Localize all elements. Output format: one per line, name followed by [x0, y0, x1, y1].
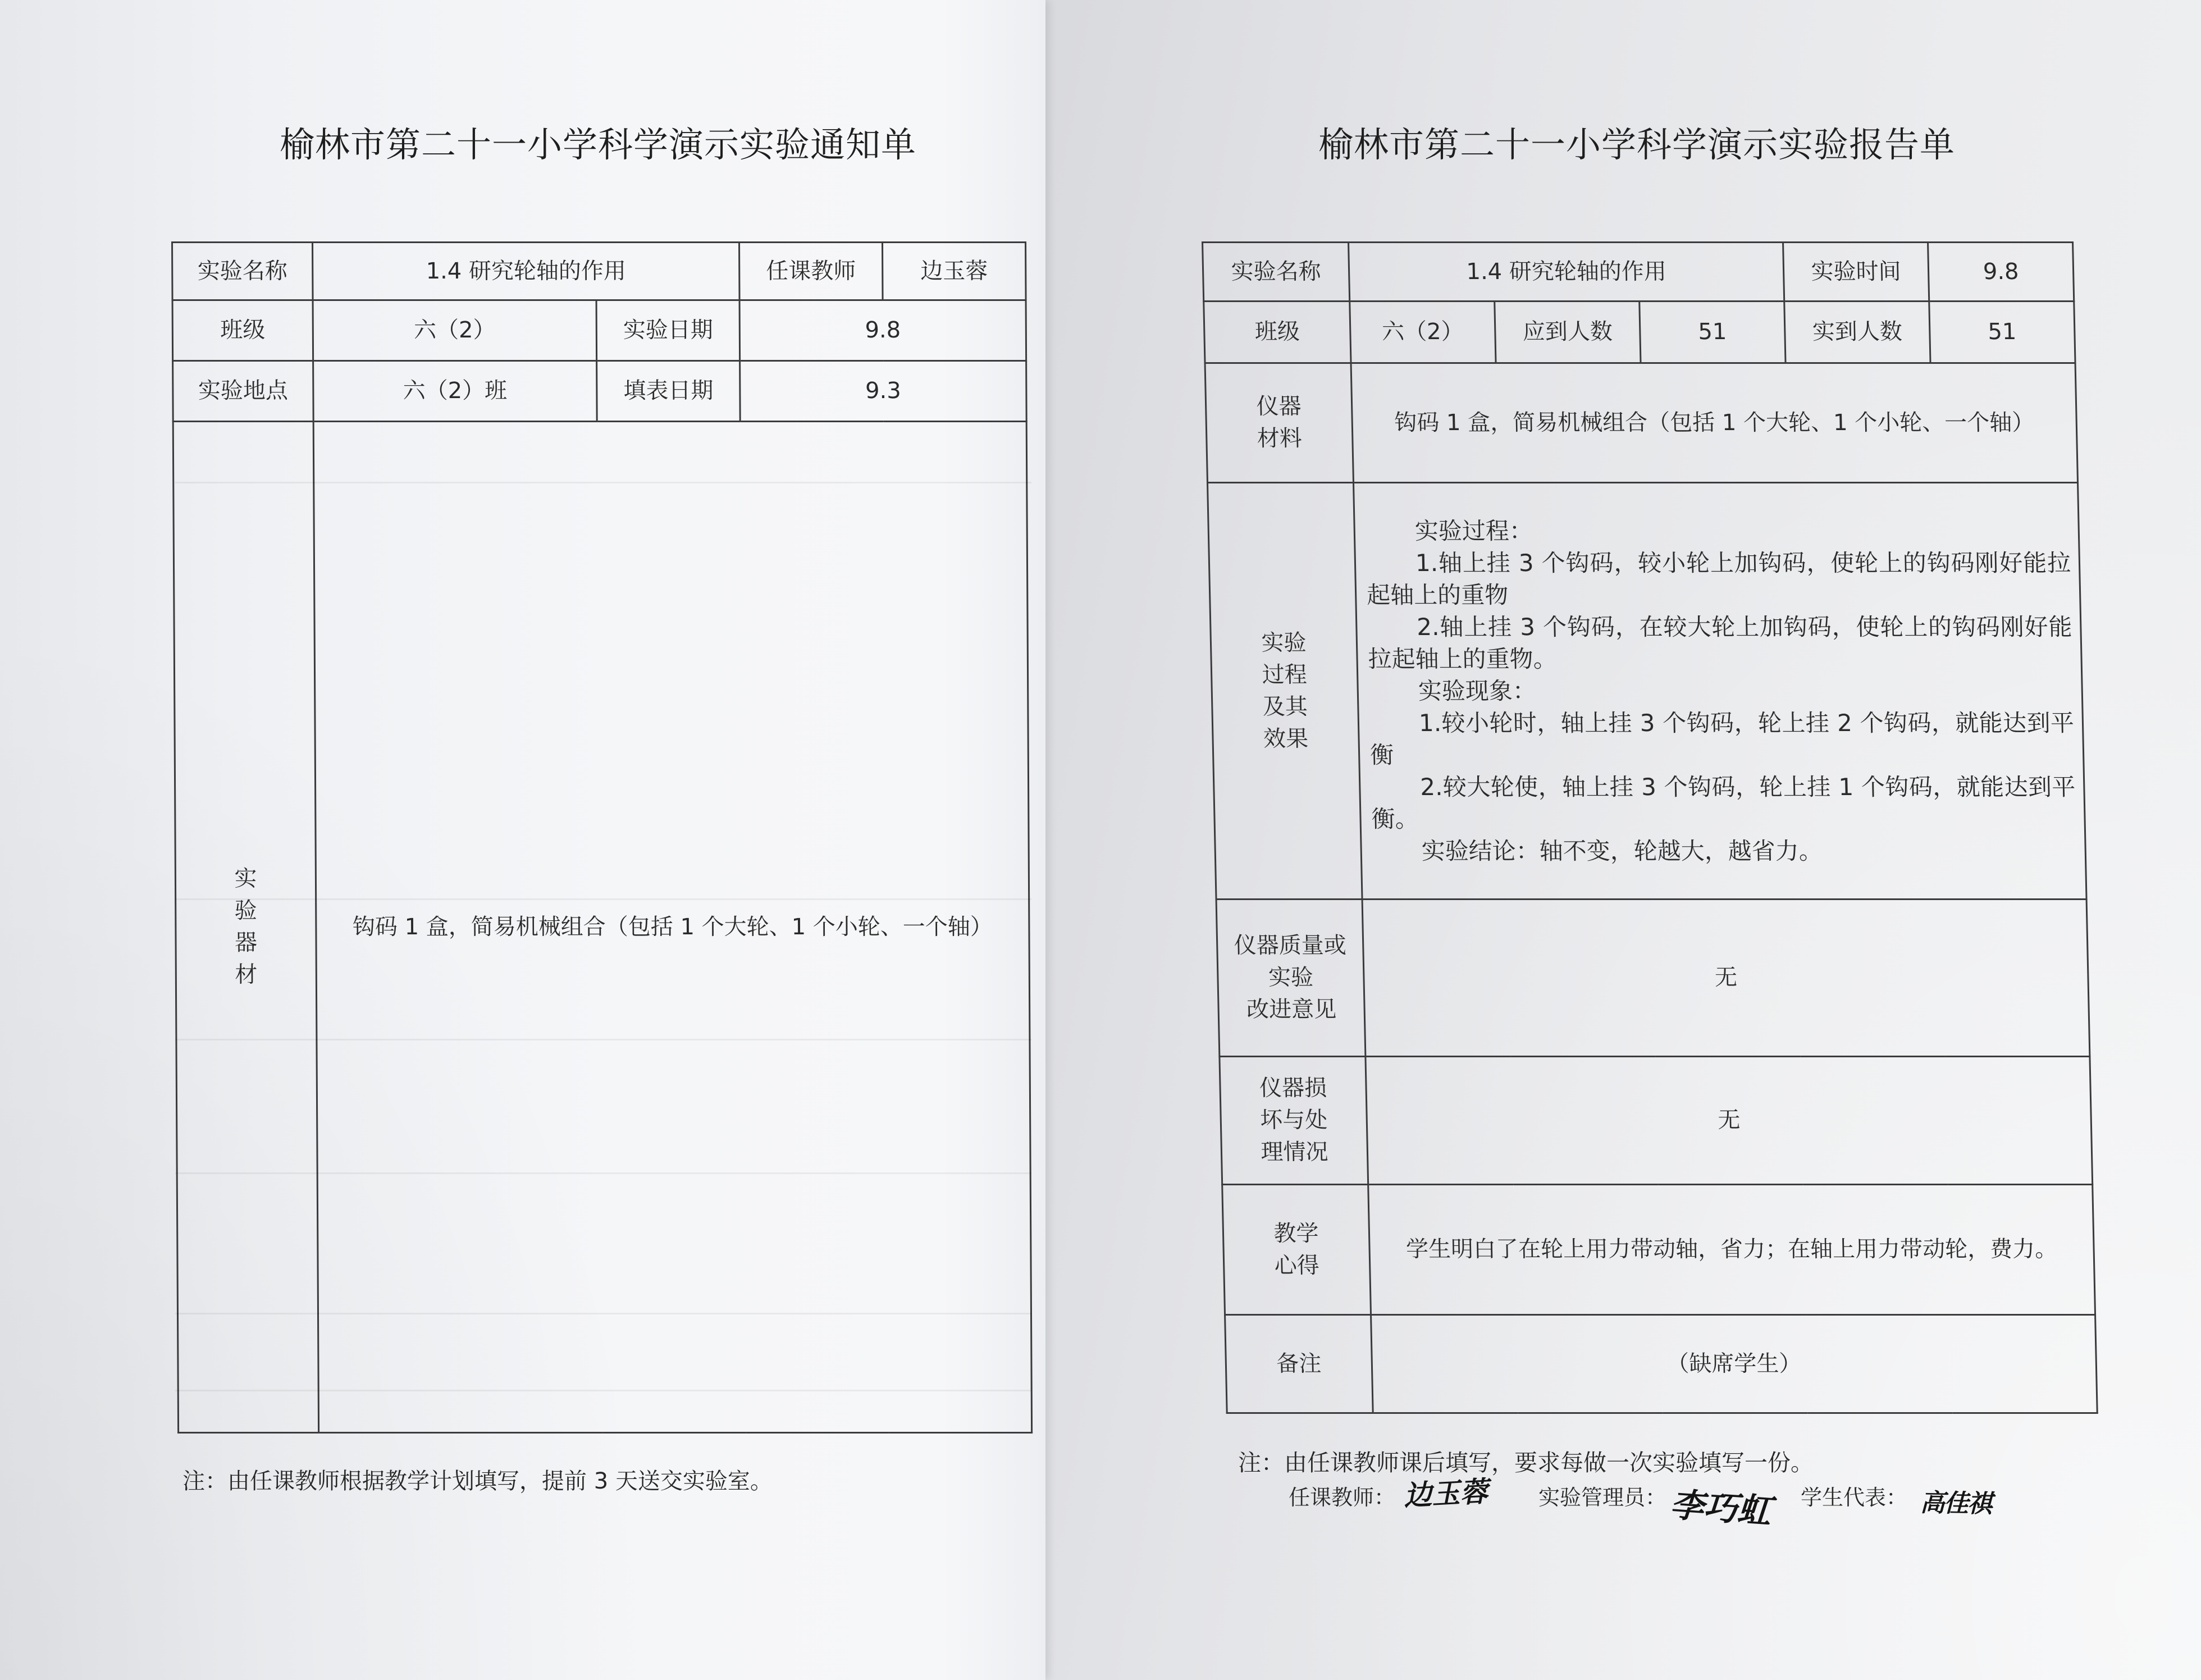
experiment-date-value: 9.8	[739, 300, 1026, 361]
admin-signature: 李巧虹	[1669, 1485, 1773, 1532]
materials-label: 仪器 材料	[1205, 363, 1353, 483]
conclusion: 实验结论：轴不变，轮越大，越省力。	[1421, 837, 1823, 865]
equipment-value: 钩码 1 盒，简易机械组合（包括 1 个大轮、1 个小轮、一个轴）	[313, 422, 1031, 1433]
fill-date-value: 9.3	[740, 361, 1027, 422]
bleed-through-line	[175, 1313, 1031, 1314]
experiment-time-value: 9.8	[1928, 243, 2074, 302]
expected-count-label: 应到人数	[1495, 302, 1641, 363]
reflection-value: 学生明白了在轮上用力带动轴，省力；在轴上用力带动轮，费力。	[1368, 1185, 2095, 1315]
reflection-label: 教学 心得	[1222, 1185, 1371, 1315]
bleed-through-line	[175, 1390, 1031, 1391]
class-label: 班级	[172, 300, 313, 361]
process-cell	[1353, 483, 2086, 900]
actual-count-value: 51	[1929, 302, 2075, 363]
teacher-signature-label: 任课教师：	[1289, 1485, 1396, 1510]
notice-row-location	[173, 361, 1027, 422]
notice-sheet	[0, 0, 1045, 1680]
experiment-name-value: 1.4 研究轮轴的作用	[313, 243, 740, 300]
report-footnote: 注：由任课教师课后填写，要求每做一次实验填写一份。	[1238, 1449, 1814, 1476]
quality-label: 仪器质量或 实验 改进意见	[1216, 900, 1366, 1057]
quality-value: 无	[1362, 900, 2090, 1057]
report-row-reflection	[1222, 1185, 2095, 1315]
location-value: 六（2）班	[313, 361, 597, 422]
process-step: 2.轴上挂 3 个钩码，在较大轮上加钩码，使轮上的钩码刚好能拉起轴上的重物。	[1368, 613, 2072, 673]
phenomenon-heading: 实验现象：	[1418, 677, 1537, 705]
experiment-date-label: 实验日期	[596, 300, 740, 361]
remarks-label: 备注	[1225, 1315, 1373, 1413]
process-text	[1355, 515, 2085, 867]
process-heading: 实验过程：	[1414, 517, 1533, 545]
notice-row-equipment	[173, 422, 1031, 1433]
teacher-signature: 边玉蓉	[1403, 1474, 1489, 1512]
location-label: 实验地点	[173, 361, 314, 422]
actual-count-label: 实到人数	[1784, 302, 1930, 363]
report-row-materials	[1205, 363, 2077, 483]
fill-date-label: 填表日期	[597, 361, 741, 422]
notice-row-class	[172, 300, 1026, 361]
equipment-label: 实验器材	[234, 866, 258, 988]
damage-label: 仪器损 坏与处 理情况	[1220, 1057, 1368, 1185]
process-label: 实验 过程 及其 效果	[1207, 483, 1362, 900]
report-row-remarks	[1225, 1315, 2098, 1413]
experiment-time-label: 实验时间	[1783, 243, 1929, 302]
materials-value: 钩码 1 盒，简易机械组合（包括 1 个大轮、1 个小轮、一个轴）	[1351, 363, 2077, 483]
experiment-name-label: 实验名称	[172, 243, 313, 300]
teacher-value: 边玉蓉	[883, 243, 1026, 300]
class-value: 六（2）	[313, 300, 597, 361]
remarks-value: （缺席学生）	[1371, 1315, 2098, 1413]
report-experiment-name-value: 1.4 研究轮轴的作用	[1349, 243, 1784, 302]
phenomenon-item: 1.较小轮时，轴上挂 3 个钩码，轮上挂 2 个钩码，就能达到平衡	[1369, 709, 2075, 769]
report-sheet	[1028, 0, 2201, 1680]
report-title: 榆林市第二十一小学科学演示实验报告单	[1318, 124, 1955, 165]
student-signature: 高佳祺	[1920, 1489, 1992, 1519]
damage-value: 无	[1366, 1057, 2093, 1185]
bleed-through-line	[175, 482, 1031, 483]
notice-footnote: 注：由任课教师根据教学计划填写，提前 3 天送交实验室。	[182, 1468, 773, 1494]
bleed-through-line	[175, 898, 1031, 900]
student-signature-label: 学生代表：	[1801, 1485, 1908, 1510]
report-row-process	[1207, 483, 2086, 900]
admin-signature-label: 实验管理员：	[1538, 1485, 1667, 1510]
report-class-value: 六（2）	[1350, 302, 1496, 363]
notice-form-table	[171, 241, 1033, 1434]
report-form-table	[1202, 241, 2098, 1414]
notice-title: 榆林市第二十一小学科学演示实验通知单	[279, 124, 916, 165]
teacher-label: 任课教师	[739, 243, 883, 300]
report-row-quality	[1216, 900, 2090, 1057]
bleed-through-line	[175, 1172, 1031, 1174]
report-class-label: 班级	[1204, 302, 1351, 363]
report-row-name	[1203, 243, 2074, 302]
equipment-label-cell	[173, 422, 318, 1433]
notice-row-name	[172, 243, 1026, 300]
expected-count-value: 51	[1640, 302, 1786, 363]
report-experiment-name-label: 实验名称	[1203, 243, 1350, 302]
process-step: 1.轴上挂 3 个钩码，较小轮上加钩码，使轮上的钩码刚好能拉起轴上的重物	[1366, 549, 2071, 609]
report-row-damage	[1220, 1057, 2093, 1185]
phenomenon-item: 2.较大轮使，轴上挂 3 个钩码，轮上挂 1 个钩码，就能达到平衡。	[1371, 773, 2076, 833]
report-row-class	[1204, 302, 2075, 363]
bleed-through-line	[175, 1039, 1031, 1040]
